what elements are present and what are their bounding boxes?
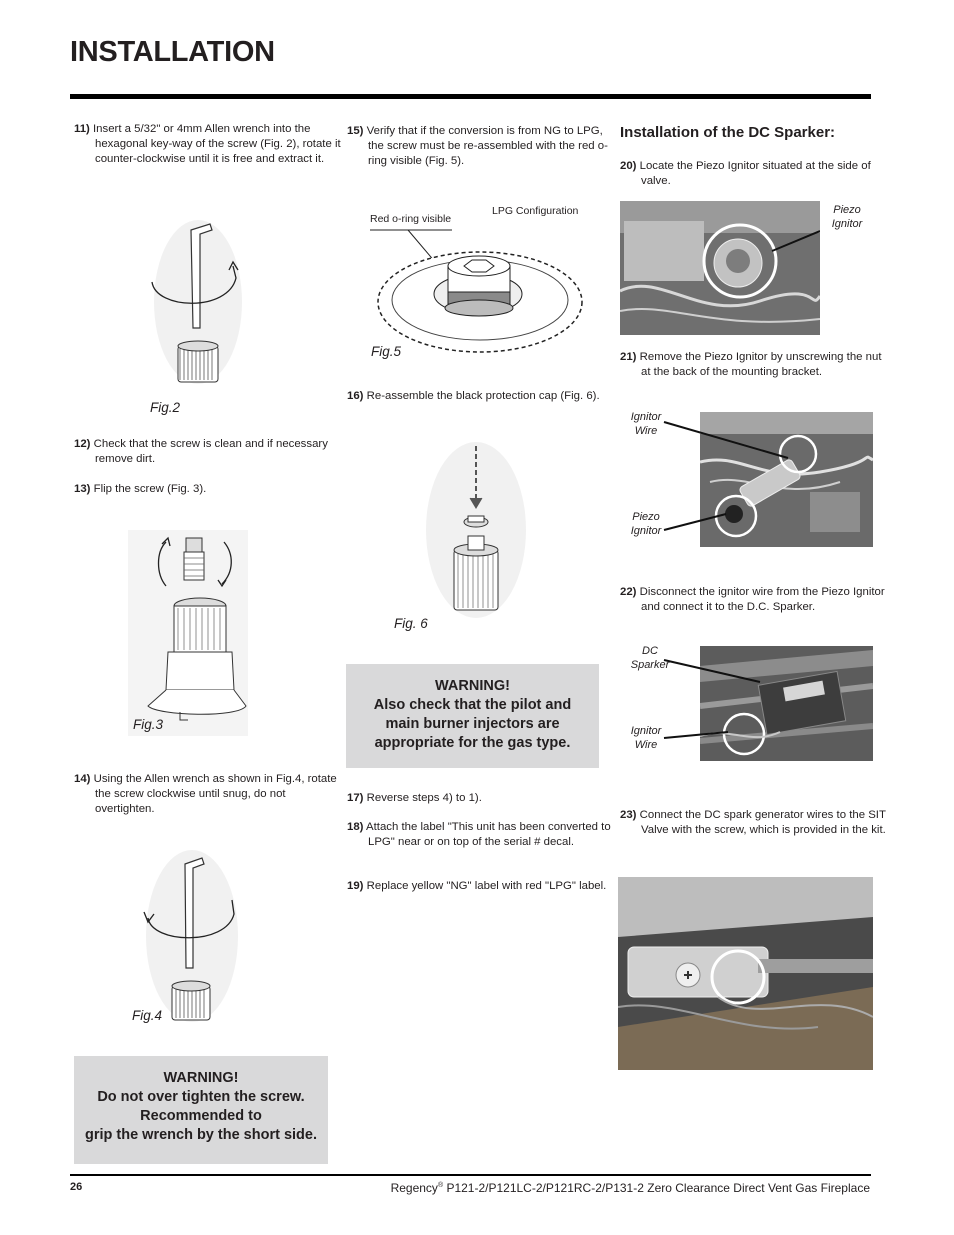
step-number: 22) (620, 586, 637, 598)
fig6-illustration (420, 440, 532, 620)
step-number: 16) (347, 390, 364, 402)
step-text: Attach the label "This unit has been converted to LPG" near or on top of the serial # decal. (366, 821, 611, 848)
step-number: 11) (74, 123, 90, 135)
photo-piezo-location (620, 201, 820, 335)
photo2-label-wire: Ignitor Wire (630, 411, 662, 437)
warning-box-injectors (346, 664, 599, 768)
fig2-caption: Fig.2 (150, 400, 181, 415)
photo1-label-piezo: Piezo Ignitor (822, 203, 872, 231)
step-text: Connect the DC spark generator wires to the SIT Valve with the screw, which is provided in the kit. (639, 809, 886, 836)
step-number: 14) (74, 773, 91, 785)
warning-line: Do not over tighten the screw. (97, 1089, 305, 1105)
step-number: 17) (347, 792, 364, 804)
photo2-leader-lines (660, 418, 800, 538)
fig3-caption: Fig.3 (133, 717, 164, 732)
step-text: Disconnect the ignitor wire from the Piezo Ignitor and connect it to the D.C. Sparker. (639, 586, 885, 613)
step-19 (347, 879, 618, 894)
warning-line: appropriate for the gas type. (374, 735, 571, 751)
page-title: INSTALLATION (70, 36, 275, 68)
step-23 (620, 808, 891, 838)
step-15 (347, 124, 618, 169)
warning-line: Recommended to (140, 1108, 262, 1124)
step-text: Insert a 5/32" or 4mm Allen wrench into the hexagonal key-way of the screw (Fig. 2), rotate it counter-clockwise until it is free and extract it. (93, 123, 341, 165)
step-20 (620, 159, 891, 189)
photo3-leader-lines (660, 652, 780, 752)
step-text: Replace yellow "NG" label with red "LPG" label. (366, 880, 607, 892)
fig4-illustration (140, 848, 244, 1024)
warning-heading: WARNING! (435, 678, 510, 694)
step-text: Locate the Piezo Ignitor situated at the side of valve. (639, 160, 871, 187)
step-21 (620, 350, 891, 380)
fig2-illustration (148, 218, 248, 386)
fig3-illustration (128, 530, 248, 736)
registered-mark: ® (437, 1182, 444, 1189)
step-22 (620, 585, 893, 615)
step-14 (74, 772, 347, 817)
step-text: Re-assemble the black protection cap (Fig. 6). (366, 390, 600, 402)
step-number: 21) (620, 351, 637, 363)
step-text: Remove the Piezo Ignitor by unscrewing the nut at the back of the mounting bracket. (639, 351, 882, 378)
footer-rule (70, 1174, 871, 1176)
fig5-label-lpg: LPG Configuration (492, 205, 579, 217)
step-text: Using the Allen wrench as shown in Fig.4, rotate the screw clockwise until snug, do not overtighten. (93, 773, 337, 815)
header-rule (70, 94, 871, 99)
step-17 (347, 791, 618, 806)
step-text: Check that the screw is clean and if necessary remove dirt. (93, 438, 328, 465)
footer-brand: Regency (390, 1181, 438, 1195)
photo3-label-wire: Ignitor Wire (630, 725, 662, 751)
warning-line: main burner injectors are (385, 716, 560, 732)
step-11 (74, 122, 347, 167)
step-18 (347, 820, 618, 850)
photo2-label-piezo: Piezo Ignitor (630, 511, 662, 537)
fig5-caption: Fig.5 (371, 344, 402, 359)
step-text: Verify that if the conversion is from NG to LPG, the screw must be re-assembled with the red o-ring visible (Fig. 5). (366, 125, 608, 167)
step-number: 13) (74, 483, 91, 495)
step-number: 20) (620, 160, 637, 172)
warning-box-screw (74, 1056, 328, 1164)
fig5-illustration (368, 226, 588, 362)
section-heading-dc-sparker: Installation of the DC Sparker: (620, 124, 836, 141)
step-number: 19) (347, 880, 364, 892)
warning-line: Also check that the pilot and (373, 697, 572, 713)
step-text: Reverse steps 4) to 1). (366, 792, 482, 804)
fig4-caption: Fig.4 (132, 1008, 163, 1023)
fig5-label-oring: Red o-ring visible (370, 213, 452, 225)
footer-model-text: P121-2/P121LC-2/P121RC-2/P131-2 Zero Clearance Direct Vent Gas Fireplace (443, 1181, 870, 1195)
photo-sit-valve (618, 877, 873, 1070)
step-16 (347, 389, 618, 404)
step-number: 12) (74, 438, 91, 450)
step-number: 23) (620, 809, 637, 821)
step-12 (74, 437, 347, 467)
warning-line: grip the wrench by the short side. (84, 1127, 318, 1143)
step-number: 18) (347, 821, 364, 833)
step-13 (74, 482, 347, 497)
step-number: 15) (347, 125, 364, 137)
warning-heading: WARNING! (163, 1070, 239, 1086)
footer-product-line (391, 1181, 870, 1195)
fig6-caption: Fig. 6 (394, 616, 428, 631)
photo3-label-dc-sparker: DC Sparker (630, 645, 670, 671)
page-number: 26 (70, 1181, 83, 1193)
step-text: Flip the screw (Fig. 3). (93, 483, 207, 495)
